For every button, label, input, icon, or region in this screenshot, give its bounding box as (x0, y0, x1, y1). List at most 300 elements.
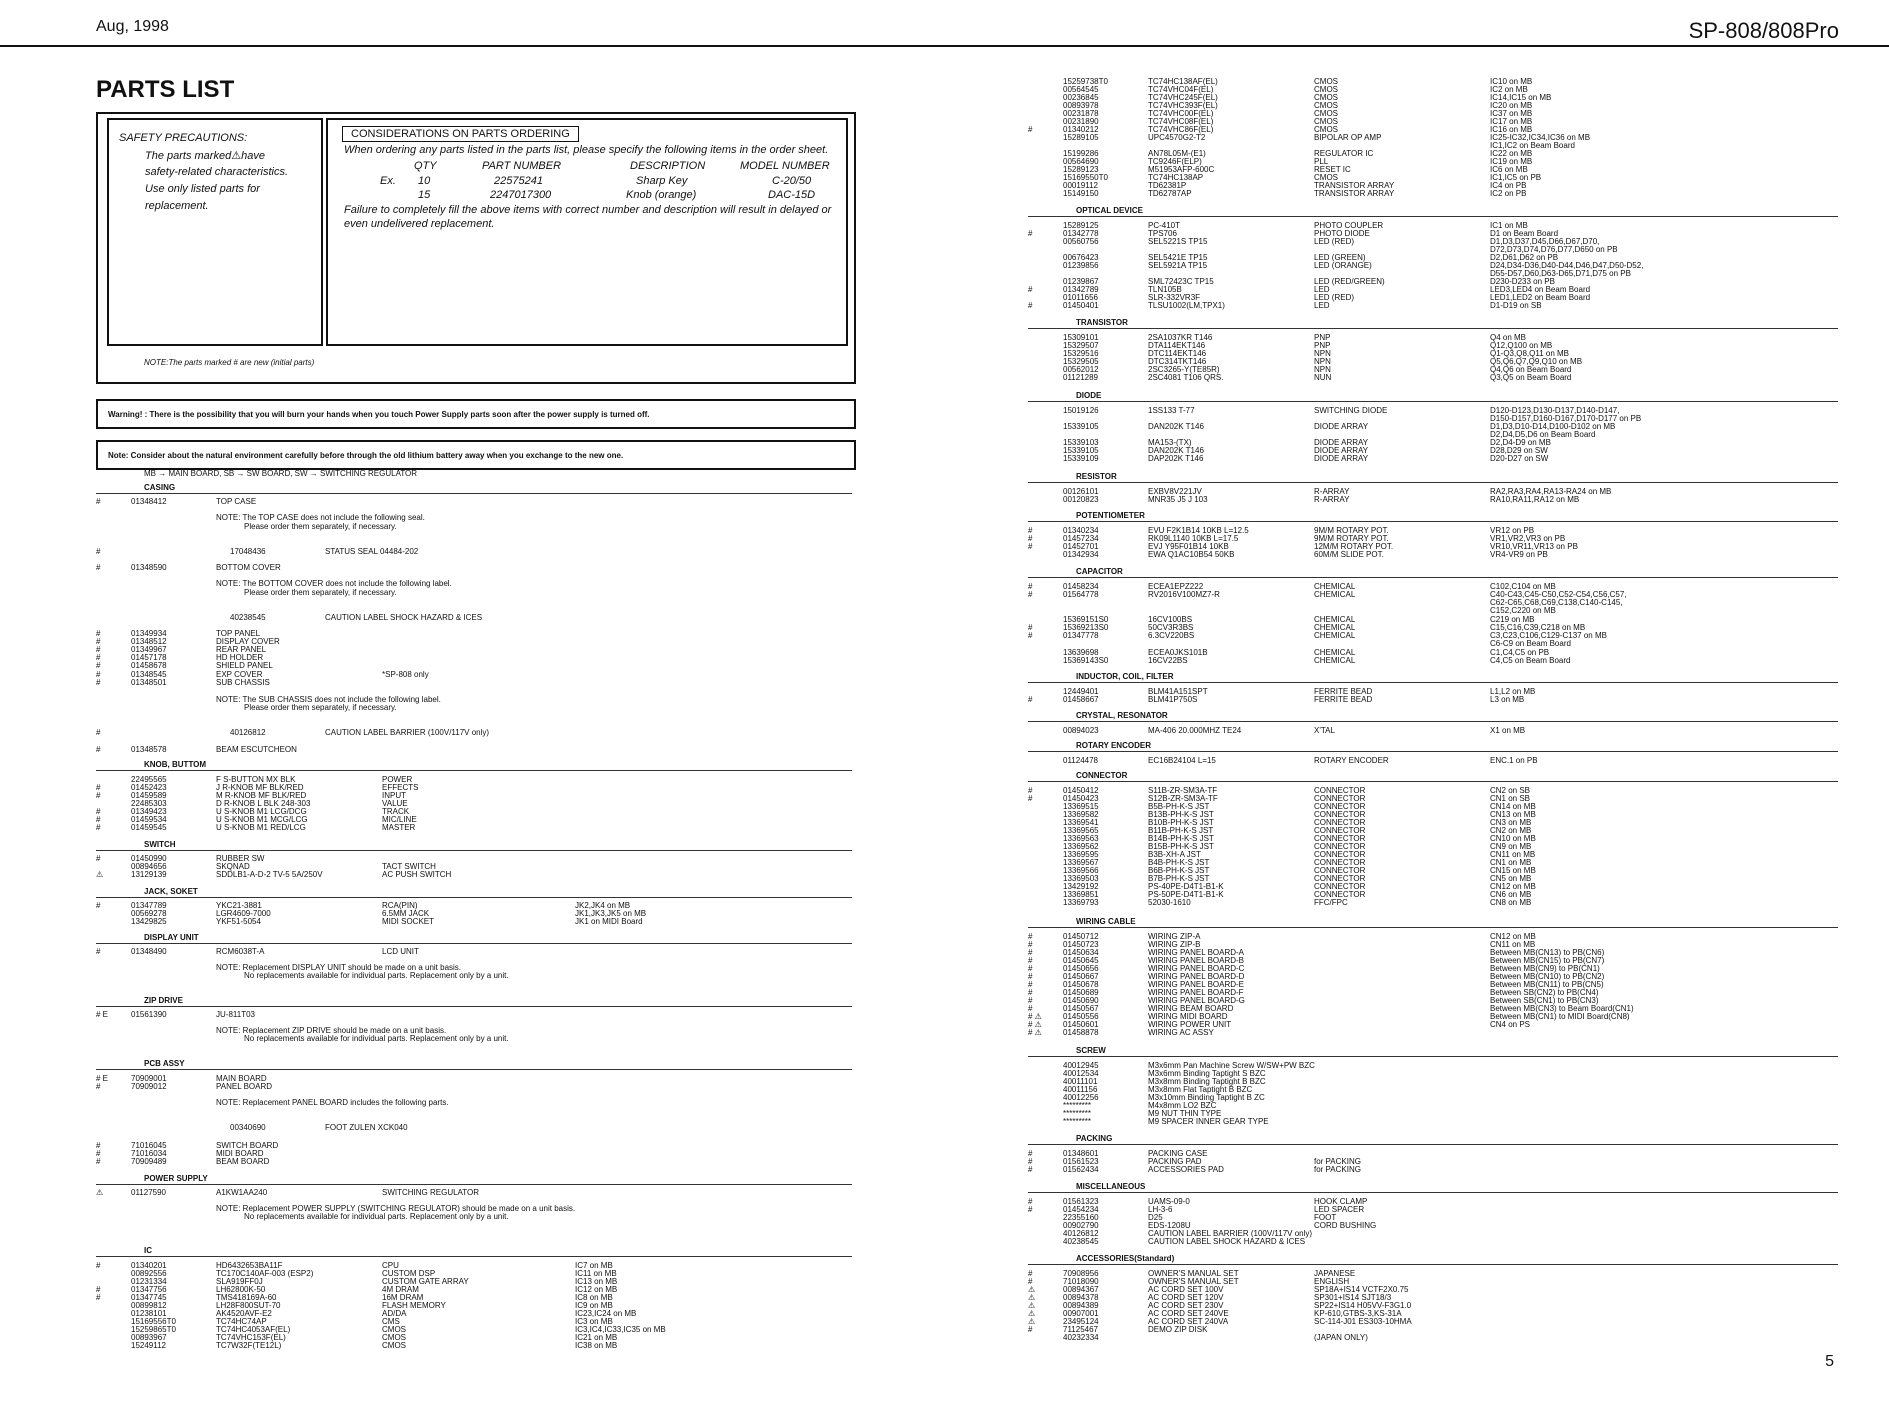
parts-note: NOTE: The SUB CHASSIS does not include the following label. (216, 695, 441, 704)
parts-note: No replacements available for individual parts. Replacement only by a unit. (244, 1212, 509, 1221)
part-number: 01450667 (1063, 972, 1099, 981)
part-number: 01450712 (1063, 932, 1099, 941)
part-number: 13369563 (1063, 834, 1099, 843)
part-function: CHEMICAL (1314, 656, 1356, 665)
part-location: CN12 on MB (1490, 932, 1536, 941)
part-function: CMOS (1314, 109, 1338, 118)
part-number: 01452423 (131, 783, 167, 792)
part-function: CMOS (1314, 117, 1338, 126)
section-rule (96, 943, 852, 944)
part-function: DIODE ARRAY (1314, 422, 1369, 431)
safety-line: replacement. (145, 200, 209, 212)
section-rule (1028, 216, 1838, 217)
section-heading: ZIP DRIVE (144, 996, 183, 1005)
cell: C-20/50 (772, 175, 812, 187)
part-description: PS-50PE-D4T1-B1-K (1148, 890, 1224, 899)
part-number: 01561323 (1063, 1197, 1099, 1206)
part-number: 40238545 (1063, 1237, 1099, 1246)
part-function: KP-610,GTBS-3,KS-31A (1314, 1309, 1402, 1318)
part-number: 22355160 (1063, 1213, 1099, 1222)
part-number: 01459534 (131, 815, 167, 824)
section-heading: RESISTOR (1076, 472, 1117, 481)
part-number: 13129139 (131, 870, 167, 879)
new-mark: ⚠ (1028, 1317, 1036, 1326)
part-location: RA10,RA11,RA12 on MB (1490, 495, 1580, 504)
section-heading: PACKING (1076, 1134, 1113, 1143)
part-number: 15249112 (131, 1341, 166, 1350)
part-description: S11B-ZR-SM3A-TF (1148, 786, 1218, 795)
part-function: CMOS (1314, 85, 1338, 94)
part-number: 01342934 (1063, 550, 1099, 559)
part-number: 01459589 (131, 791, 167, 800)
new-mark: # ⚠ (1028, 1028, 1042, 1037)
part-number: 70909489 (131, 1157, 167, 1166)
part-number: 70909012 (131, 1082, 167, 1091)
part-function: PNP (1314, 341, 1331, 350)
warning-text: Warning! : There is the possibility that you will burn your hands when you touch Power Supply parts soon after the power supply is turned off. (108, 410, 650, 419)
part-description: SUB CHASSIS (216, 678, 270, 687)
part-function: 16M DRAM (382, 1293, 424, 1302)
part-location: JK1,JK3,JK5 on MB (575, 909, 647, 918)
part-location: IC1 on MB (1490, 221, 1528, 230)
part-description: AC CORD SET 100V (1148, 1285, 1224, 1294)
part-description: TC74VHC245F(EL) (1148, 93, 1218, 102)
part-function: CONNECTOR (1314, 786, 1366, 795)
part-function: CMOS (1314, 77, 1338, 86)
part-description: B11B-PH-K-S JST (1148, 826, 1214, 835)
part-function: for PACKING (1314, 1165, 1361, 1174)
part-description: SDDLB1-A-D-2 TV-5 5A/250V (216, 870, 323, 879)
new-mark: # (1028, 623, 1033, 632)
part-function: FLASH MEMORY (382, 1301, 446, 1310)
part-location: D20-D27 on SW (1490, 454, 1549, 463)
part-function: RCA(PIN) (382, 901, 418, 910)
part-function: 4M DRAM (382, 1285, 419, 1294)
part-description: DAN202K T146 (1148, 446, 1204, 455)
part-description: M9 NUT THIN TYPE (1148, 1109, 1222, 1118)
part-description: SEL5221S TP15 (1148, 237, 1208, 246)
part-description: UPC4570G2-T2 (1148, 133, 1206, 142)
cell: DAC-15D (768, 189, 816, 201)
section-heading: DIODE (1076, 391, 1102, 400)
part-function: SP301+IS14 SJT18/3 (1314, 1293, 1392, 1302)
part-function: NPN (1314, 349, 1331, 358)
part-number: 15289123 (1063, 165, 1099, 174)
part-description: MNR35 J5 J 103 (1148, 495, 1208, 504)
part-location: RA2,RA3,RA4,RA13-RA24 on MB (1490, 487, 1612, 496)
part-number: 01011656 (1063, 293, 1098, 302)
new-mark: # (1028, 229, 1033, 238)
part-function: CONNECTOR (1314, 834, 1366, 843)
part-description: SLR-332VR3F (1148, 293, 1201, 302)
part-description: HD HOLDER (216, 653, 264, 662)
part-number: 13369851 (1063, 890, 1099, 899)
part-number: 71016045 (131, 1141, 167, 1150)
part-location: CN10 on MB (1490, 834, 1536, 843)
part-number: 00126101 (1063, 487, 1099, 496)
new-mark: # E (96, 1074, 109, 1083)
part-location: Q4 on MB (1490, 333, 1527, 342)
new-mark: # (1028, 940, 1033, 949)
part-location: C219 on MB (1490, 615, 1535, 624)
new-mark: # (96, 1082, 101, 1091)
part-function: FOOT (1314, 1213, 1337, 1222)
part-function: R-ARRAY (1314, 495, 1350, 504)
part-number: 22495565 (131, 775, 167, 784)
part-description: 50CV3R3BS (1148, 623, 1194, 632)
new-mark: # (1028, 1165, 1033, 1174)
part-description: PC-410T (1148, 221, 1181, 230)
board-legend: MB → MAIN BOARD, SB → SW BOARD, SW → SWITCHING REGULATOR (144, 469, 418, 478)
section-rule (1028, 1056, 1838, 1057)
section-rule (1028, 682, 1838, 683)
part-description: M3x8mm Flat Taptight B BZC (1148, 1085, 1253, 1094)
part-number: 01457178 (131, 653, 167, 662)
part-description: F S-BUTTON MX BLK (216, 775, 296, 784)
part-function: CONNECTOR (1314, 842, 1366, 851)
part-location: ENC.1 on PB (1490, 756, 1538, 765)
part-location: IC10 on MB (1490, 77, 1533, 86)
part-description: U S-KNOB M1 RED/LCG (216, 823, 306, 832)
safety-title: SAFETY PRECAUTIONS: (119, 132, 248, 144)
part-location: L1,L2 on MB (1490, 687, 1536, 696)
part-number: 01348512 (131, 637, 167, 646)
part-description: ECEA1EPZ222 (1148, 582, 1204, 591)
part-location: Q4,Q6 on Beam Board (1490, 365, 1572, 374)
new-mark: # (96, 547, 101, 556)
part-number: 01349967 (131, 645, 167, 654)
part-location: IC19 on MB (1490, 157, 1533, 166)
part-location: CN12 on MB (1490, 882, 1536, 891)
part-number: 01348501 (131, 678, 167, 687)
part-location: CN8 on MB (1490, 898, 1532, 907)
part-description: TC74VHC08F(EL) (1148, 117, 1214, 126)
part-number: 00569278 (131, 909, 167, 918)
part-location: Q5,Q6,Q7,Q9,Q10 on MB (1490, 357, 1583, 366)
part-number: 00894656 (131, 862, 167, 871)
part-location: VR12 on PB (1490, 526, 1535, 535)
part-function: SWITCHING REGULATOR (382, 1188, 480, 1197)
part-description: B6B-PH-K-S JST (1148, 866, 1210, 875)
section-heading: WIRING CABLE (1076, 917, 1136, 926)
part-number: 01450567 (1063, 1004, 1099, 1013)
part-number: 17048436 (230, 547, 266, 556)
part-location: Q3,Q5 on Beam Board (1490, 373, 1572, 382)
part-location: LED3,LED4 on Beam Board (1490, 285, 1591, 294)
part-location: CN3 on MB (1490, 818, 1532, 827)
part-description: SHIELD PANEL (216, 661, 273, 670)
section-heading: POWER SUPPLY (144, 1174, 208, 1183)
part-number: 13369541 (1063, 818, 1099, 827)
new-mark: # (96, 815, 101, 824)
part-function: PHOTO DIODE (1314, 229, 1370, 238)
part-function: CMOS (382, 1341, 406, 1350)
part-location: JK1 on MIDI Board (575, 917, 643, 926)
part-location: IC9 on MB (575, 1301, 613, 1310)
part-description: 6.3CV220BS (1148, 631, 1195, 640)
part-location: IC2 on MB (1490, 85, 1528, 94)
part-number: 01450678 (1063, 980, 1099, 989)
part-function: INPUT (382, 791, 406, 800)
part-description: MA153-(TX) (1148, 438, 1192, 447)
part-function: SP18A+IS14 VCTF2X0.75 (1314, 1285, 1409, 1294)
part-description: M3x6mm Pan Machine Screw W/SW+PW BZC (1148, 1061, 1315, 1070)
new-mark: # (96, 563, 101, 572)
part-function: CHEMICAL (1314, 623, 1356, 632)
cell: Sharp Key (636, 175, 688, 187)
part-function: LED (GREEN) (1314, 253, 1366, 262)
part-location: Between SB(CN2) to PB(CN4) (1490, 988, 1599, 997)
part-number: 00893967 (131, 1333, 167, 1342)
part-description: 16CV100BS (1148, 615, 1193, 624)
part-number: 15339105 (1063, 446, 1099, 455)
part-location: CN11 on MB (1490, 850, 1536, 859)
part-number: 01348578 (131, 745, 167, 754)
part-number: 01340212 (1063, 125, 1099, 134)
part-function: 12M/M ROTARY POT. (1314, 542, 1394, 551)
part-description: TC74VHC04F(EL) (1148, 85, 1214, 94)
new-mark: # (1028, 285, 1033, 294)
part-number: 15169550T0 (1063, 173, 1108, 182)
new-mark: # (1028, 125, 1033, 134)
section-heading: OPTICAL DEVICE (1076, 206, 1143, 215)
part-description: DTC314TKT146 (1148, 357, 1207, 366)
part-location: IC2 on PB (1490, 189, 1527, 198)
part-number: 01450601 (1063, 1020, 1099, 1029)
part-number: 00560756 (1063, 237, 1099, 246)
part-description: PACKING CASE (1148, 1149, 1208, 1158)
part-description: AK4520AVF-E2 (216, 1309, 272, 1318)
part-description: BLM41A151SPT (1148, 687, 1208, 696)
new-mark: # (1028, 794, 1033, 803)
part-number: 00894367 (1063, 1285, 1099, 1294)
cell: Knob (orange) (626, 189, 697, 201)
new-mark: # (1028, 1157, 1033, 1166)
part-number: 12449401 (1063, 687, 1099, 696)
part-number: 00899812 (131, 1301, 167, 1310)
part-location: D1,D3,D10-D14,D100-D102 on MB (1490, 422, 1616, 431)
part-number: 00019112 (1063, 181, 1098, 190)
part-number: 01450645 (1063, 956, 1099, 965)
parts-note: NOTE: Replacement DISPLAY UNIT should be made on a unit basis. (216, 963, 462, 972)
part-number: 15309101 (1063, 333, 1099, 342)
part-location: IC16 on MB (1490, 125, 1533, 134)
new-mark: # (96, 823, 101, 832)
part-function: CONNECTOR (1314, 810, 1366, 819)
part-description: PANEL BOARD (216, 1082, 273, 1091)
part-number: 01450556 (1063, 1012, 1099, 1021)
part-location: IC6 on MB (1490, 165, 1528, 174)
section-heading: ACCESSORIES(Standard) (1076, 1254, 1175, 1263)
part-number: 00907001 (1063, 1309, 1099, 1318)
part-function: 9M/M ROTARY POT. (1314, 534, 1389, 543)
part-function: CHEMICAL (1314, 615, 1356, 624)
cell: 2247017300 (490, 189, 552, 201)
new-mark: # (1028, 526, 1033, 535)
new-mark: # (1028, 956, 1033, 965)
part-description: ACCESSORIES PAD (1148, 1165, 1224, 1174)
part-number: 00231878 (1063, 109, 1099, 118)
part-number: 01348545 (131, 670, 167, 679)
part-description: TC74HC74AP (216, 1317, 267, 1326)
part-function: RESET IC (1314, 165, 1351, 174)
new-mark: # (1028, 631, 1033, 640)
part-description: TPS706 (1148, 229, 1177, 238)
new-mark: # (1028, 786, 1033, 795)
new-parts-note: NOTE:The parts marked # are new (initial parts) (144, 358, 315, 367)
part-description: WIRING PANEL BOARD-B (1148, 956, 1245, 965)
part-function: CMOS (1314, 125, 1338, 134)
safety-precautions (107, 118, 323, 346)
part-location: IC17 on MB (1490, 117, 1533, 126)
part-number: 15329507 (1063, 341, 1099, 350)
part-location: D2,D61,D62 on PB (1490, 253, 1559, 262)
part-location: IC13 on MB (575, 1277, 618, 1286)
new-mark: # (96, 645, 101, 654)
parts-note: NOTE: The TOP CASE does not include the following seal. (216, 513, 425, 522)
part-function: LED SPACER (1314, 1205, 1365, 1214)
new-mark: # (1028, 996, 1033, 1005)
part-description: TC74HC138AF(EL) (1148, 77, 1218, 86)
part-location: IC1,IC5 on PB (1490, 173, 1542, 182)
part-function: R-ARRAY (1314, 487, 1350, 496)
part-function: LED (1314, 301, 1330, 310)
parts-note: Please order them separately, if necessary. (244, 522, 397, 531)
part-number: 01239856 (1063, 261, 1099, 270)
part-function: CUSTOM GATE ARRAY (382, 1277, 469, 1286)
part-number: 15329505 (1063, 357, 1099, 366)
part-function: SP22+IS14 H05VV-F3G1.0 (1314, 1301, 1412, 1310)
part-number: 01458878 (1063, 1028, 1099, 1037)
new-mark: # (96, 637, 101, 646)
part-description: B7B-PH-K-S JST (1148, 874, 1210, 883)
part-location: IC11 on MB (575, 1269, 617, 1278)
part-function: CONNECTOR (1314, 802, 1366, 811)
part-description: MAIN BOARD (216, 1074, 267, 1083)
part-function: TACT SWITCH (382, 862, 436, 871)
part-location: CN11 on MB (1490, 940, 1536, 949)
new-mark: # (96, 1157, 101, 1166)
part-number: 13429192 (1063, 882, 1099, 891)
safety-line: Use only listed parts for (145, 183, 260, 195)
part-number: 01347778 (1063, 631, 1099, 640)
part-location: D55-D57,D60,D63-D65,D71,D75 on PB (1490, 269, 1631, 278)
part-number: 13369567 (1063, 858, 1099, 867)
section-rule (96, 1184, 852, 1185)
part-location: D72,D73,D74,D76,D77,D650 on PB (1490, 245, 1618, 254)
new-mark: # (1028, 534, 1033, 543)
part-function: PNP (1314, 333, 1331, 342)
part-description: BLM41P750S (1148, 695, 1198, 704)
part-description: SWITCH BOARD (216, 1141, 279, 1150)
part-location: Q12,Q100 on MB (1490, 341, 1553, 350)
part-description: TC74VHC153F(EL) (216, 1333, 286, 1342)
part-location: C40-C43,C45-C50,C52-C54,C56,C57, (1490, 590, 1627, 599)
part-description: 16CV22BS (1148, 656, 1188, 665)
part-number: 00894023 (1063, 726, 1099, 735)
part-number: 01239867 (1063, 277, 1099, 286)
part-description: DAP202K T146 (1148, 454, 1204, 463)
part-description: WIRING PANEL BOARD-D (1148, 972, 1245, 981)
safety-text: have (241, 150, 265, 162)
part-function: CMOS (1314, 93, 1338, 102)
part-location: IC14,IC15 on MB (1490, 93, 1552, 102)
part-number: 15369151S0 (1063, 615, 1109, 624)
part-number: 40126812 (1063, 1229, 1099, 1238)
part-function: REGULATOR IC (1314, 149, 1374, 158)
part-description: M51953AFP-600C (1148, 165, 1215, 174)
part-function: CMS (382, 1317, 400, 1326)
section-rule (1028, 751, 1838, 752)
part-function: NPN (1314, 365, 1331, 374)
section-rule (1028, 401, 1838, 402)
part-number: 00676423 (1063, 253, 1099, 262)
ordering-intro: When ordering any parts listed in the parts list, please specify the following items in the order sheet. (344, 144, 829, 156)
part-location: D2,D4-D9 on MB (1490, 438, 1551, 447)
part-location: IC8 on MB (575, 1293, 613, 1302)
part-location: C15,C16,C39,C218 on MB (1490, 623, 1586, 632)
new-mark: # (96, 678, 101, 687)
header-date: Aug, 1998 (96, 18, 169, 35)
part-number: 40238545 (230, 613, 266, 622)
part-function: FERRITE BEAD (1314, 695, 1373, 704)
part-description: SML72423C TP15 (1148, 277, 1214, 286)
part-description: PS-40PE-D4T1-B1-K (1148, 882, 1224, 891)
section-rule (1028, 721, 1838, 722)
part-number: 01450723 (1063, 940, 1099, 949)
part-description: CAUTION LABEL SHOCK HAZARD & ICES (1148, 1237, 1306, 1246)
part-number: 00564545 (1063, 85, 1099, 94)
new-mark: # (1028, 1205, 1033, 1214)
part-number: 01450412 (1063, 786, 1099, 795)
section-rule (1028, 927, 1838, 928)
part-description: BEAM BOARD (216, 1157, 270, 1166)
cell: 15 (418, 189, 431, 201)
part-number: 13369582 (1063, 810, 1099, 819)
part-description: EDS-1208U (1148, 1221, 1191, 1230)
part-number: 15169556T0 (131, 1317, 176, 1326)
part-description: M4x8mm LO2 BZC (1148, 1101, 1217, 1110)
part-description: TC74VHC00F(EL) (1148, 109, 1214, 118)
part-number: 01347756 (131, 1285, 167, 1294)
part-function: ENGLISH (1314, 1277, 1350, 1286)
part-function: X'TAL (1314, 726, 1335, 735)
part-function: CONNECTOR (1314, 882, 1366, 891)
part-number: 00902790 (1063, 1221, 1099, 1230)
part-description: BOTTOM COVER (216, 563, 281, 572)
part-location: IC7 on MB (575, 1261, 613, 1270)
part-function: CMOS (382, 1325, 406, 1334)
section-rule (1028, 1144, 1838, 1145)
part-description: S12B-ZR-SM3A-TF (1148, 794, 1218, 803)
part-description: M3x6mm Binding Taptight S BZC (1148, 1069, 1266, 1078)
part-description: 2SC3265-Y(TE85R) (1148, 365, 1220, 374)
part-function: CONNECTOR (1314, 858, 1366, 867)
part-location: IC1,IC2 on Beam Board (1490, 141, 1575, 150)
part-number: 00231890 (1063, 117, 1099, 126)
part-description: U S-KNOB M1 LCG/DCG (216, 807, 307, 816)
part-function: CMOS (1314, 101, 1338, 110)
part-function: NPN (1314, 357, 1331, 366)
col-model-number: MODEL NUMBER (740, 160, 830, 172)
section-rule (1028, 521, 1838, 522)
part-function: JAPANESE (1314, 1269, 1356, 1278)
part-description: DTC114EKT146 (1148, 349, 1207, 358)
header-rule (0, 45, 1889, 47)
col-description: DESCRIPTION (630, 160, 706, 172)
part-function: PHOTO COUPLER (1314, 221, 1384, 230)
new-mark: # (1028, 932, 1033, 941)
